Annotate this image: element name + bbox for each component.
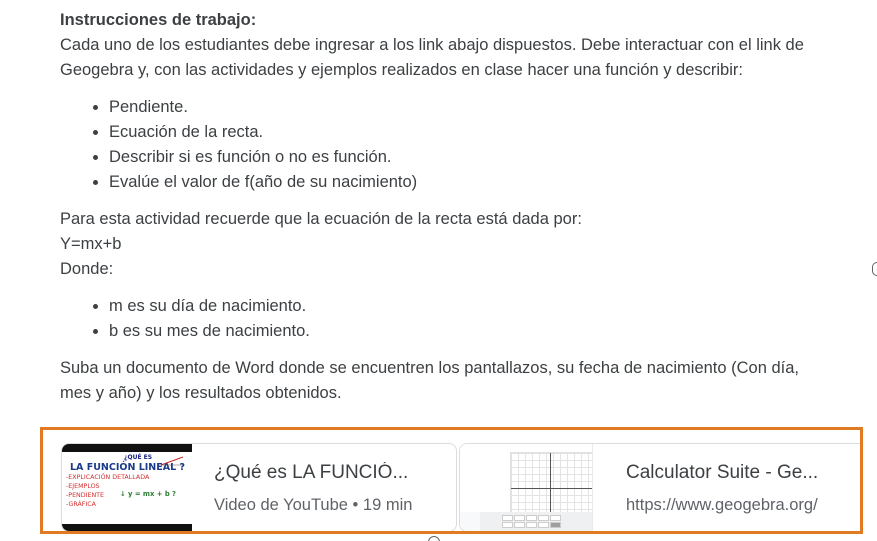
task-list xyxy=(60,95,870,195)
list-item: • Pendiente. xyxy=(109,95,870,120)
intro-line-1: Cada uno de los estudiantes debe ingresar a los link abajo dispuestos. Debe interactuar con el link de xyxy=(60,36,804,54)
thumbnail-line: -EJEMPLOS xyxy=(66,483,100,490)
bottom-scroll-indicator xyxy=(428,536,440,541)
thumbnail-caption-small: ¿QUÉ ES xyxy=(124,454,153,461)
formula-intro: Para esta actividad recuerde que la ecuación de la recta está dada por: xyxy=(60,210,582,228)
upload-instruction-line-2: mes y año) y los resultados obtenidos. xyxy=(60,384,342,402)
formula: Y=mx+b xyxy=(60,235,122,253)
variable-list xyxy=(60,294,870,344)
geogebra-attachment-card[interactable] xyxy=(459,443,863,532)
thumbnail-line: -PENDIENTE xyxy=(66,492,104,499)
side-scroll-indicator xyxy=(872,262,877,276)
attachments-highlight xyxy=(40,427,863,534)
assignment-instructions xyxy=(60,8,870,406)
youtube-attachment-card[interactable] xyxy=(61,443,457,532)
attachment-subtitle: Video de YouTube • 19 min xyxy=(214,496,413,514)
thumbnail-line: -EXPLICACIÓN DETALLADA xyxy=(66,474,150,481)
list-item: • m es su día de nacimiento. xyxy=(109,294,870,319)
graph-sketch-icon xyxy=(160,456,184,466)
list-item: • b es su mes de nacimiento. xyxy=(109,319,870,344)
instructions-heading: Instrucciones de trabajo: xyxy=(60,11,257,29)
thumbnail-equation: ↓ y = mx + b ? xyxy=(120,490,176,498)
list-item: • Describir si es función o no es función. xyxy=(109,145,870,170)
thumbnail-line: -GRÁFICA xyxy=(66,501,96,508)
intro-line-2: Geogebra y, con las actividades y ejemplos realizados en clase hacer una función y describir: xyxy=(60,61,743,79)
geogebra-thumbnail xyxy=(460,444,593,531)
formula-where: Donde: xyxy=(60,260,114,278)
thumbnail-caption-main: LA FUNCIÓN LINEAL ? xyxy=(70,462,185,473)
attachment-title: Calculator Suite - Ge... xyxy=(626,462,819,483)
upload-instruction-line-1: Suba un documento de Word donde se encuentren los pantallazos, su fecha de nacimiento (Con día, xyxy=(60,359,800,377)
list-item: • Ecuación de la recta. xyxy=(109,120,870,145)
video-thumbnail xyxy=(62,444,192,531)
attachment-url: https://www.geogebra.org/ xyxy=(626,496,818,514)
attachment-title: ¿Qué es LA FUNCIÓ... xyxy=(214,462,409,483)
list-item: • Evalúe el valor de f(año de su nacimiento) xyxy=(109,170,870,195)
